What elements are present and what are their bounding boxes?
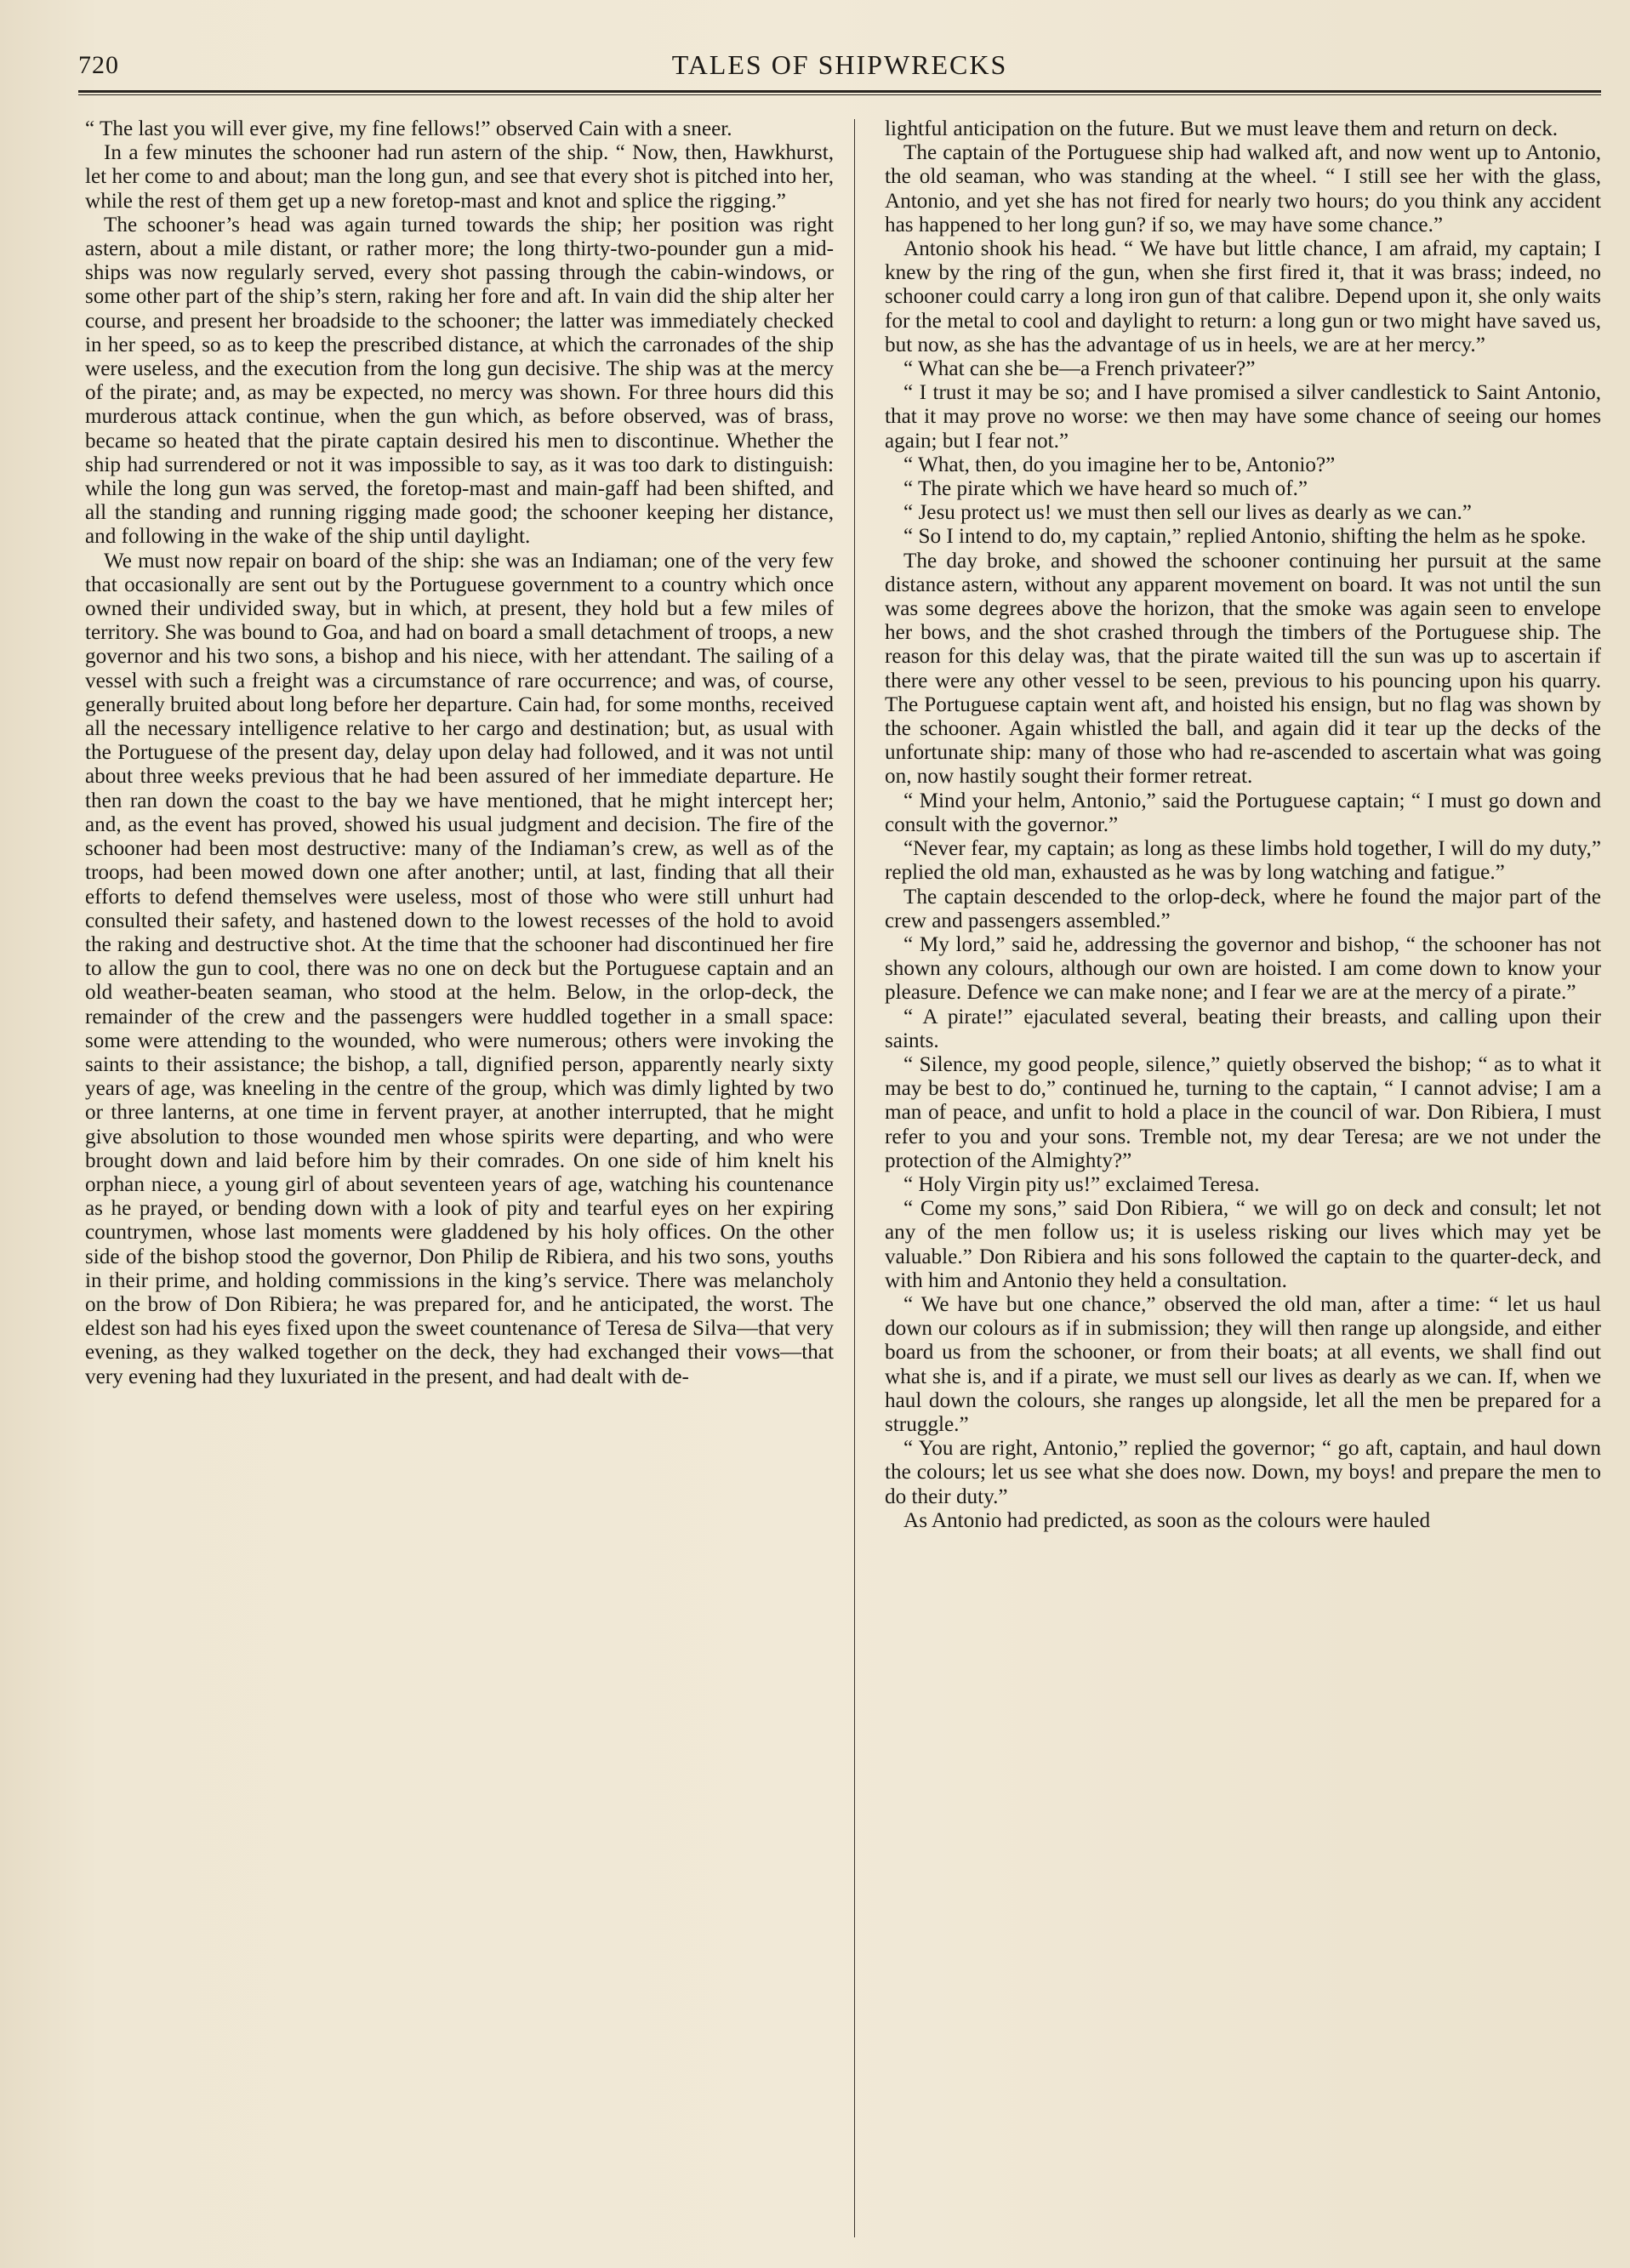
page-number: 720 <box>78 51 119 79</box>
header-rule-thin <box>78 94 1601 95</box>
header-rule <box>78 90 1601 93</box>
paragraph: “ Come my sons,” said Don Ribiera, “ we will go on deck and consult; let not any of the men follow us; it is useless risking our lives which may yet be valuable.” Don Ribiera and his sons followed the captain to the quarter-deck, and with him and Antonio they held a consultation. <box>885 1197 1601 1292</box>
paragraph: “ What, then, do you imagine her to be, Antonio?” <box>903 453 1336 476</box>
right-column <box>885 117 1601 2236</box>
paragraph: The captain descended to the orlop-deck, where he found the major part of the crew and passengers assembled.” <box>885 885 1601 932</box>
left-column <box>85 117 834 2236</box>
paragraph: “ My lord,” said he, addressing the governor and bishop, “ the schooner has not shown any colours, although our own are hoisted. I am come down to know your pleasure. Defence we can make none; and I fear we are at the mercy of a pirate.” <box>885 932 1601 1005</box>
page-header <box>78 48 1601 92</box>
paragraph: “ We have but one chance,” observed the old man, after a time: “ let us haul down our colours as if in submission; they will then range up alongside, and either board us from the schooner, or from their boats; at all events, we shall find out what she is, and if a pirate, we must sell our lives as dearly as we can. If, when we haul down the colours, she ranges up alongside, let all the men be prepared for a struggle.” <box>885 1292 1601 1436</box>
paragraph: The day broke, and showed the schooner continuing her pursuit at the same distance astern, without any apparent movement on board. It was not until the sun was some degrees above the horizon, that the smoke was again seen to envelope her bows, and the shot crashed through the timbers of the Portuguese ship. The reason for this delay was, that the pirate waited till the sun was up to ascertain if there were any other vessel to be seen, previous to his pouncing upon his quarry. The Portuguese captain went aft, and hoisted his ensign, but no flag was shown by the schooner. Again whistled the ball, and again did it tear up the decks of the unfortunate ship: many of those who had re-ascended to ascertain what was going on, now hastily sought their former retreat. <box>885 549 1601 789</box>
paragraph: “Never fear, my captain; as long as these limbs hold together, I will do my duty,” replied the old man, exhausted as he was by long watching and fatigue.” <box>885 837 1601 885</box>
paragraph: “ Jesu protect us! we must then sell our lives as dearly as we can.” <box>903 501 1472 525</box>
paragraph: “ A pirate!” ejaculated several, beating their breasts, and calling upon their saints. <box>885 1005 1601 1052</box>
paragraph: In a few minutes the schooner had run astern of the ship. “ Now, then, Hawkhurst, let her come to and about; man the long gun, and see that every shot is pitched into her, while the rest of them get up a new foretop-mast and knot and splice the rigging.” <box>85 141 834 213</box>
paragraph: The captain of the Portuguese ship had walked aft, and now went up to Antonio, the old seaman, who was standing at the wheel. “ I still see her with the glass, Antonio, and yet she has not fired for nearly two hours; do you think any accident has happened to her long gun? if so, we may have some chance.” <box>885 141 1601 236</box>
paragraph: “ Holy Virgin pity us!” exclaimed Teresa. <box>903 1172 1260 1196</box>
column-divider <box>854 119 855 2237</box>
paragraph: Antonio shook his head. “ We have but little chance, I am afraid, my captain; I knew by the ring of the gun, when she first fired it, that it was brass; indeed, no schooner could carry a long iron gun of that calibre. Depend upon it, she only waits for the metal to cool and daylight to return: a long gun or two might have saved us, but now, as she has the advantage of us in heels, we are at her mercy.” <box>885 237 1601 356</box>
paragraph: “ Mind your helm, Antonio,” said the Portuguese captain; “ I must go down and consult with the governor.” <box>885 789 1601 836</box>
running-title: TALES OF SHIPWRECKS <box>671 49 1008 80</box>
paragraph: lightful anticipation on the future. But we must leave them and return on deck. <box>885 117 1559 140</box>
paragraph: “ What can she be—a French privateer?” <box>903 357 1256 381</box>
paragraph: “ Silence, my good people, silence,” quietly observed the bishop; “ as to what it may be best to do,” continued he, turning to the captain, “ I cannot advise; I am a man of peace, and unfit to hold a place in the council of war. Don Ribiera, I must refer to you and your sons. Tremble not, my dear Teresa; are we not under the protection of the Almighty?” <box>885 1052 1601 1172</box>
paragraph: “ The pirate which we have heard so much of.” <box>903 477 1308 501</box>
paragraph: “ The last you will ever give, my fine fellows!” observed Cain with a sneer. <box>85 117 732 140</box>
paragraph: “ I trust it may be so; and I have promised a silver candlestick to Saint Antonio, that it may prove no worse: we then may have some chance of seeing our homes again; but I fear not.” <box>885 381 1601 453</box>
paragraph: As Antonio had predicted, as soon as the colours were hauled <box>903 1508 1431 1532</box>
paragraph: The schooner’s head was again turned towards the ship; her position was right astern, about a mile distant, or rather more; the long thirty-two-pounder gun a mid-ships was now regularly served, every shot passing through the cabin-windows, or some other part of the ship’s stern, raking her fore and aft. In vain did the ship alter her course, and present her broadside to the schooner; the latter was immediately checked in her speed, so as to keep the prescribed distance, at which the carronades of the ship were useless, and the execution from the long gun decisive. The ship was at the mercy of the pirate; and, as may be expected, no mercy was shown. For three hours did this murderous attack continue, when the gun which, as before observed, was of brass, became so heated that the pirate captain desired his men to discontinue. Whether the ship had surrendered or not it was impossible to say, as it was too dark to distinguish: while the long gun was served, the foretop-mast and main-gaff had been shifted, and all the standing and running rigging made good; the schooner keeping her distance, and following in the wake of the ship until daylight. <box>85 213 834 549</box>
paragraph: “ So I intend to do, my captain,” replied Antonio, shifting the helm as he spoke. <box>903 525 1587 549</box>
paragraph: We must now repair on board of the ship: she was an Indiaman; one of the very few that occasionally are sent out by the Portuguese government to a country which once owned their undivided sway, but in which, at present, they hold but a few miles of territory. She was bound to Goa, and had on board a small detachment of troops, a new governor and his two sons, a bishop and his niece, with her attendant. The sailing of a vessel with such a freight was a circumstance of rare occurrence; and was, of course, generally bruited about long before her departure. Cain had, for some months, received all the necessary intelligence relative to her cargo and destination; but, as usual with the Portuguese of the present day, delay upon delay had followed, and it was not until about three weeks previous that he had been assured of her immediate departure. He then ran down the coast to the bay we have mentioned, that he might intercept her; and, as the event has proved, showed his usual judgment and decision. The fire of the schooner had been most destructive: many of the Indiaman’s crew, as well as of the troops, had been mowed down one after another; until, at last, finding that all their efforts to defend themselves were useless, most of those who were still unhurt had consulted their safety, and hastened down to the lowest recesses of the hold to avoid the raking and destructive shot. At the time that the schooner had discontinued her fire to allow the gun to cool, there was no one on deck but the Portuguese captain and an old weather-beaten seaman, who stood at the helm. Below, in the orlop-deck, the remainder of the crew and the passengers were huddled together in a small space: some were attending to the wounded, who were numerous; others were invoking the saints to their assistance; the bishop, a tall, dignified person, apparently nearly sixty years of age, was kneeling in the centre of the group, which was dimly lighted by two or three lanterns, at one time in fervent prayer, at another interrupted, that he might give absolution to those wounded men whose spirits were departing, and who were brought down and laid before him by their comrades. On one side of him knelt his orphan niece, a young girl of about seventeen years of age, watching his countenance as he prayed, or bending down with a look of pity and tearful eyes on her expiring countrymen, whose last moments were gladdened by his holy offices. On the other side of the bishop stood the governor, Don Philip de Ribiera, and his two sons, youths in their prime, and holding commissions in the king’s service. There was melancholy on the brow of Don Ribiera; he was prepared for, and he anticipated, the worst. The eldest son had his eyes fixed upon the sweet countenance of Teresa de Silva—that very evening, as they walked together on the deck, they had exchanged their vows—that very evening had they luxuriated in the present, and had dealt with de- <box>85 549 834 1388</box>
paragraph: “ You are right, Antonio,” replied the governor; “ go aft, captain, and haul down the colours; let us see what she does now. Down, my boys! and prepare the men to do their duty.” <box>885 1437 1601 1508</box>
